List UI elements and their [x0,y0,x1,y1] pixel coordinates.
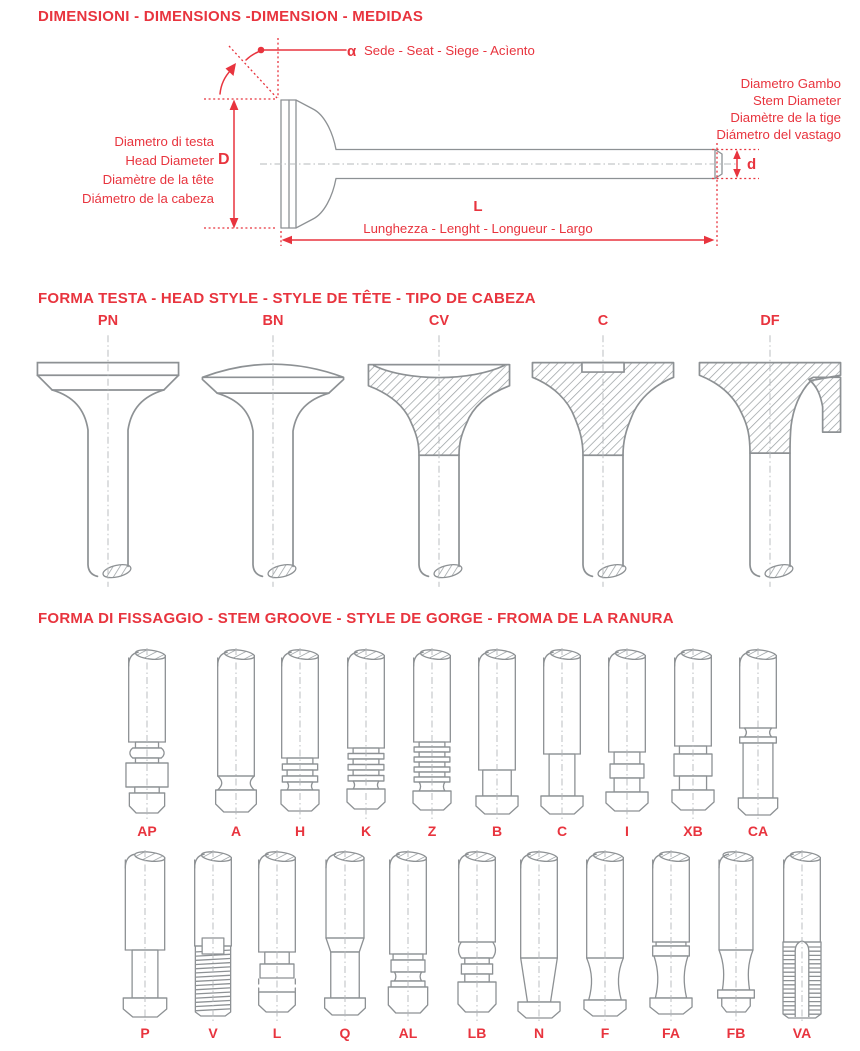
dimensions-section-title: DIMENSIONI - DIMENSIONS -DIMENSION - MEDIDAS [38,8,424,25]
head-style-drawing-pn [29,331,187,589]
head-style-drawing-bn [194,331,352,589]
alpha-symbol: α [347,43,357,60]
stem-groove-drawing-ca [720,646,796,822]
stem-groove-drawing-h [262,646,338,822]
stem-groove-fig-L [239,848,315,1041]
stem-groove-label: C [556,823,568,839]
stem-diameter-label-it: Diametro Gambo [740,76,841,91]
head-style-fig-PN [29,311,187,589]
head-style-drawing-c [524,331,682,589]
head-style-label: C [597,313,609,329]
stem-groove-label: P [140,1025,150,1041]
stem-groove-label: Q [339,1025,351,1041]
stem-groove-drawing-i [589,646,665,822]
head-style-label: CV [428,313,450,329]
head-style-label: BN [262,313,284,329]
stem-groove-fig-CA [720,646,796,839]
stem-groove-drawing-fb [698,848,774,1024]
stem-groove-fig-VA [764,848,840,1041]
seat-label: Sede - Seat - Siege - Acìento [364,43,535,58]
stem-groove-fig-K [328,646,404,839]
stem-groove-label: N [533,1025,545,1041]
head-style-section-title: FORMA TESTA - HEAD STYLE - STYLE DE TÊTE - TIPO DE CABEZA [38,290,536,307]
stem-groove-drawing-ap [109,646,185,822]
head-style-fig-CV [360,311,518,589]
head-style-drawing-cv [360,331,518,589]
stem-groove-drawing-k [328,646,404,822]
stem-groove-fig-P [107,848,183,1041]
stem-diameter-label-fr: Diamètre de la tige [730,110,841,125]
stem-groove-drawing-al [370,848,446,1024]
head-style-label: DF [760,313,780,329]
stem-groove-label: K [360,823,372,839]
head-diameter-label-it: Diametro di testa [114,134,214,149]
stem-groove-label: XB [683,823,703,839]
valve-dimension-diagram [0,0,860,260]
stem-groove-label: FB [726,1025,746,1041]
head-diameter-symbol: D [218,151,230,168]
stem-groove-section-title: FORMA DI FISSAGGIO - STEM GROOVE - STYLE DE GORGE - FROMA DE LA RANURA [38,610,674,627]
stem-diameter-label-es: Diámetro del vastago [716,127,841,142]
stem-groove-label: V [208,1025,218,1041]
stem-groove-label: LB [467,1025,487,1041]
head-diameter-label-en: Head Diameter [125,153,214,168]
stem-groove-label: Z [427,823,437,839]
stem-groove-label: B [491,823,503,839]
stem-groove-label: VA [792,1025,812,1041]
stem-groove-fig-I [589,646,665,839]
stem-groove-fig-N [501,848,577,1041]
stem-groove-label: A [230,823,242,839]
stem-groove-drawing-l [239,848,315,1024]
stem-groove-label: F [600,1025,610,1041]
valve-outline [260,100,737,228]
head-style-fig-C [524,311,682,589]
stem-groove-fig-F [567,848,643,1041]
head-diameter-label-fr: Diamètre de la tête [102,172,214,187]
head-style-drawing-df [691,331,849,589]
length-label: Lunghezza - Lenght - Longueur - Largo [363,221,593,236]
length-symbol: L [473,198,483,215]
stem-groove-drawing-n [501,848,577,1024]
stem-groove-fig-H [262,646,338,839]
stem-groove-label: AP [137,823,157,839]
stem-groove-fig-AL [370,848,446,1041]
stem-groove-drawing-va [764,848,840,1024]
head-style-fig-DF [691,311,849,589]
stem-diameter-label-en: Stem Diameter [753,93,841,108]
head-style-label: PN [97,313,119,329]
head-style-fig-BN [194,311,352,589]
stem-groove-label: L [272,1025,282,1041]
angle-arc [220,70,231,94]
head-diameter-label-es: Diámetro de la cabeza [82,191,214,206]
stem-groove-drawing-f [567,848,643,1024]
stem-groove-label: FA [662,1025,680,1041]
stem-groove-fig-AP [109,646,185,839]
stem-groove-label: CA [747,823,769,839]
stem-groove-label: H [294,823,306,839]
stem-groove-fig-FB [698,848,774,1041]
stem-groove-drawing-p [107,848,183,1024]
stem-groove-label: I [625,823,629,839]
stem-diameter-symbol: d [747,156,757,173]
stem-groove-label: AL [398,1025,418,1041]
